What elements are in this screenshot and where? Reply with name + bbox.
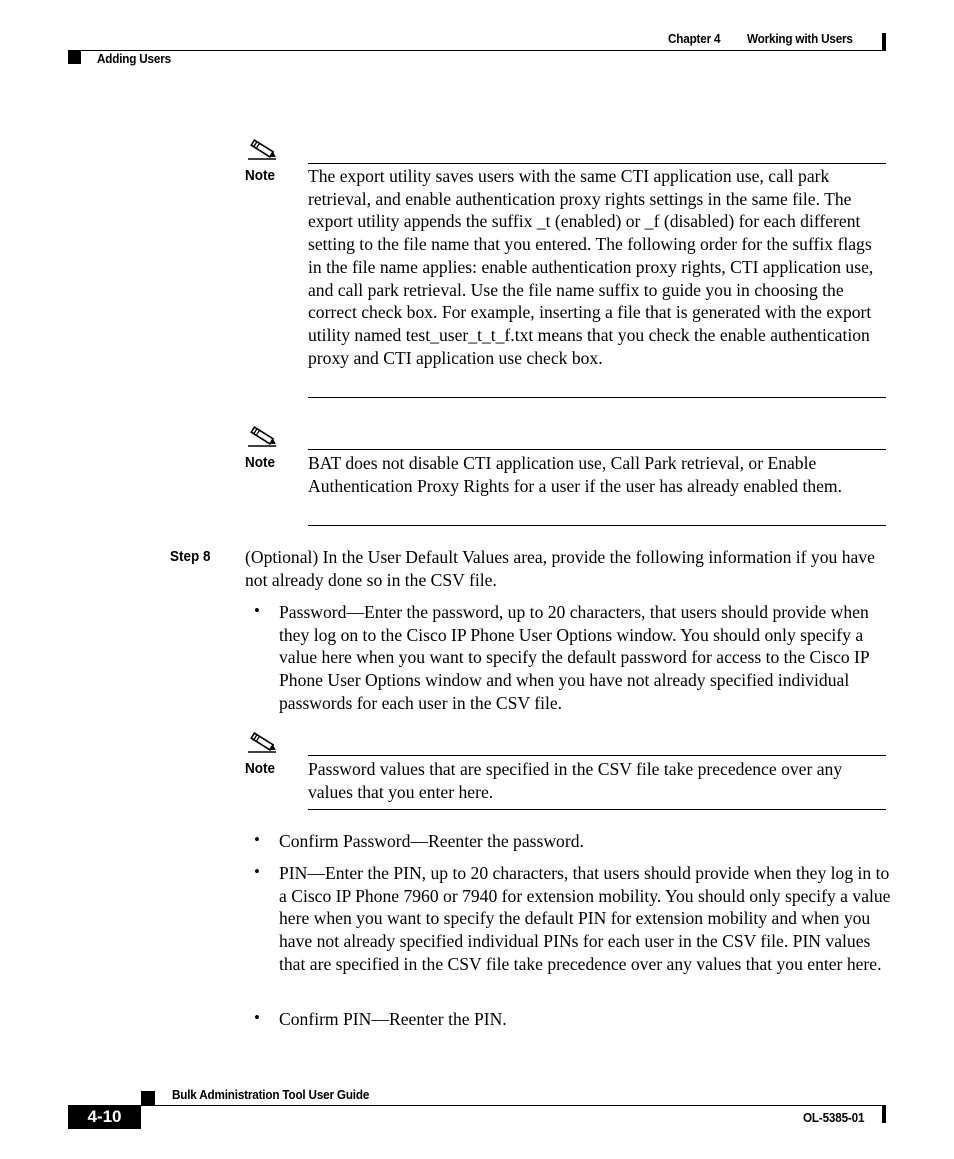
header-end-bar <box>882 33 886 50</box>
guide-title: Bulk Administration Tool User Guide <box>172 1087 370 1102</box>
note-bottom-rule <box>308 525 886 526</box>
pencil-note-icon <box>246 137 280 163</box>
bullet-glyph: • <box>254 1008 260 1027</box>
chapter-number: Chapter 4 <box>668 31 721 46</box>
list-item: Confirm Password—Reenter the password. <box>279 831 584 851</box>
note-label: Note <box>245 760 276 777</box>
footer-end-bar <box>882 1106 886 1123</box>
list-item: Password—Enter the password, up to 20 characters, that users should provide when they log on to the Cisco IP Phone User Options window. You should only specify a value here when you want to specify the default password for access to the Cisco IP Phone User Options window and when you have not already specified individual passwords for each user in the CSV file. <box>279 602 870 713</box>
list-item: PIN—Enter the PIN, up to 20 characters, that users should provide when they log in to a Cisco IP Phone 7960 or 7940 for extension mobility. You should only specify a value here when you want to specify the default PIN for extension mobility and when you have not already specified individual PINs for each user in the CSV file. PIN values that are specified in the CSV file take precedence over any values that you enter here. <box>279 863 891 974</box>
pencil-note-icon <box>246 424 280 450</box>
bullet-glyph: • <box>254 862 260 881</box>
note-top-rule <box>308 163 886 164</box>
note-bottom-rule <box>308 809 886 810</box>
bullet-glyph: • <box>254 830 260 849</box>
step-label: Step 8 <box>170 548 211 565</box>
footer-marker <box>141 1091 155 1105</box>
note-bottom-rule <box>308 397 886 398</box>
pencil-note-icon <box>246 730 280 756</box>
note-text: BAT does not disable CTI application use, Call Park retrieval, or Enable Authentication Proxy Rights for a user if the user has already enabled them. <box>308 453 843 496</box>
footer-rule <box>141 1105 886 1106</box>
header-rule <box>68 50 886 51</box>
chapter-title: Working with Users <box>747 31 853 46</box>
note-top-rule <box>308 449 886 450</box>
list-item: Confirm PIN—Reenter the PIN. <box>279 1009 507 1029</box>
note-label: Note <box>245 167 276 184</box>
page-number: 4-10 <box>87 1107 122 1126</box>
note-top-rule <box>308 755 886 756</box>
section-marker <box>68 51 81 64</box>
note-label: Note <box>245 454 276 471</box>
doc-number: OL-5385-01 <box>803 1110 865 1125</box>
bullet-glyph: • <box>254 601 260 620</box>
note-text: Password values that are specified in the CSV file take precedence over any values that you enter here. <box>308 759 843 802</box>
section-title: Adding Users <box>97 51 171 66</box>
note-text: The export utility saves users with the same CTI application use, call park retrieval, and enable authentication proxy rights settings in the same file. The export utility appends the suffix _t (enabled) or _f (disabled) for each different setting to the file name that you entered. The following order for the suffix flags in the file name applies: enable authentication proxy rights, CTI application use, and call park retrieval. Use the file name suffix to guide you in choosing the correct check box. For example, inserting a file that is generated with the export utility named test_user_t_t_f.txt means that you check the enable authentication proxy and CTI application use check box. <box>308 166 874 368</box>
step-text: (Optional) In the User Default Values area, provide the following information if you have not already done so in the CSV file. <box>245 547 875 590</box>
